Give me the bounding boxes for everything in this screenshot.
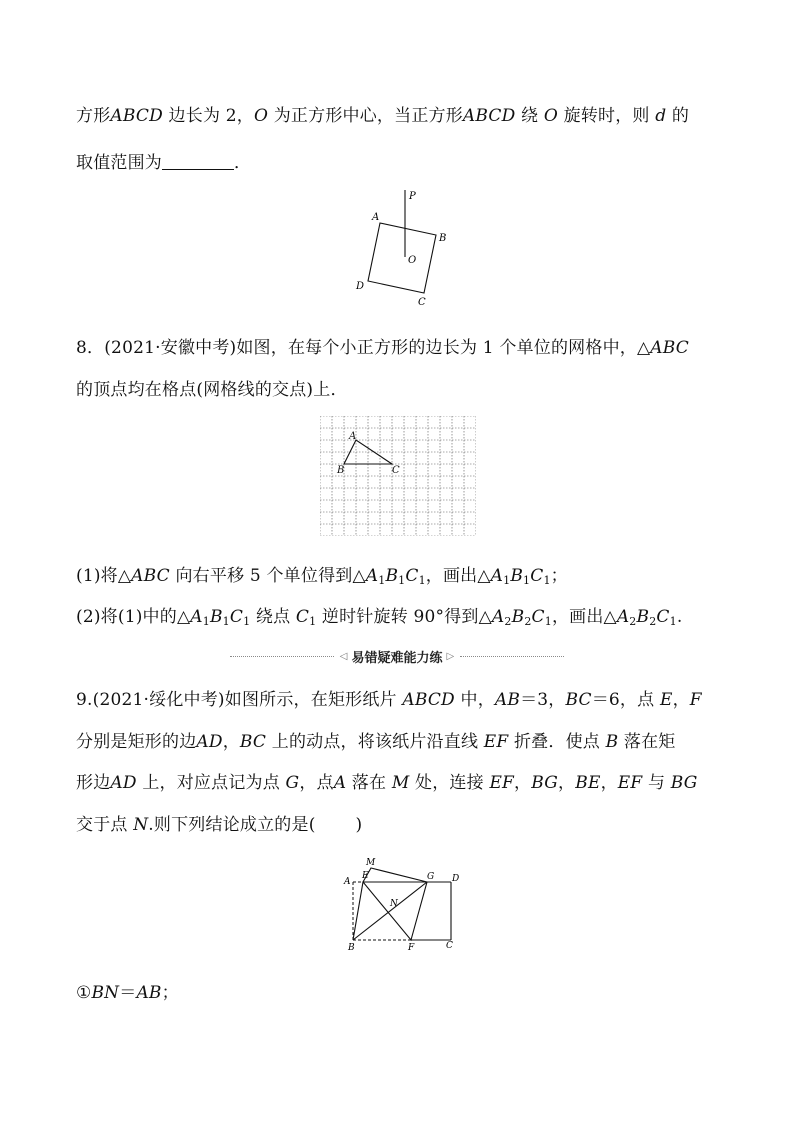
math-var: O: [543, 106, 559, 126]
text-segment: ．: [234, 153, 252, 173]
math-var: B: [510, 566, 524, 586]
math-var: E: [659, 690, 673, 710]
text-segment: ①: [76, 983, 92, 1003]
label-m: M: [366, 858, 376, 868]
label-e: E: [362, 871, 369, 881]
math-var: EF: [483, 732, 509, 752]
text-segment: ，画出△: [551, 607, 617, 627]
math-var: ABC: [650, 338, 689, 358]
section-divider: [230, 644, 564, 668]
text-segment: ；: [161, 983, 179, 1003]
math-var: C: [295, 607, 310, 627]
answer-blank[interactable]: [162, 153, 234, 170]
problem8-line1: [76, 336, 689, 360]
math-var: C: [405, 566, 419, 586]
text-segment: ，画出△: [425, 566, 491, 586]
math-var: EF: [617, 773, 643, 793]
math-var: A: [333, 773, 347, 793]
text-segment: 9.(2021·绥化中考)如图所示，在矩形纸片: [76, 690, 403, 710]
math-var: BC: [565, 690, 592, 710]
text-segment: 形边: [76, 773, 111, 793]
subscript: 2: [524, 615, 532, 628]
subscript: 1: [543, 574, 551, 587]
text-segment: .则下列结论成立的是(: [148, 815, 316, 835]
label-g: G: [427, 872, 435, 882]
subscript: 1: [418, 574, 426, 587]
text-segment: 绕: [515, 106, 544, 126]
problem8-sub1: [76, 564, 568, 593]
label-d: D: [452, 874, 460, 884]
label-a: A: [344, 877, 351, 887]
math-var: BC: [239, 732, 267, 752]
text-segment: 8．(2021·安徽中考)如图，在每个小正方形的边长为 1 个单位的网格中，△: [76, 338, 651, 358]
subscript: 1: [222, 615, 230, 628]
divider-line-right: [460, 656, 564, 657]
math-var: C: [229, 607, 244, 627]
math-var: ABCD: [110, 106, 163, 126]
problem9-line4: [76, 813, 362, 837]
subscript: 1: [669, 615, 677, 628]
math-var: B: [605, 732, 619, 752]
text-segment: ，: [600, 773, 618, 793]
math-var: BG: [670, 773, 698, 793]
text-segment: 与: [642, 773, 671, 793]
section-title-text: 易错疑难能力练: [351, 650, 443, 666]
label-f: F: [408, 943, 415, 953]
divider-line-left: [230, 656, 334, 657]
math-var: EF: [489, 773, 515, 793]
square-abcd: [368, 223, 436, 293]
text-segment: ＝6，点: [591, 690, 660, 710]
math-var: A: [490, 566, 504, 586]
math-var: B: [385, 566, 399, 586]
text-segment: 折叠．使点: [508, 732, 606, 752]
text-segment: ＝3，: [520, 690, 566, 710]
label-a: A: [349, 431, 357, 442]
math-var: C: [531, 607, 545, 627]
math-var: ABC: [131, 566, 170, 586]
math-var: d: [655, 106, 667, 126]
problem7-line1: [76, 104, 689, 128]
problem8-line2: [76, 378, 348, 402]
text-segment: (1)将△: [76, 566, 132, 586]
grid-figure: [320, 416, 476, 536]
subscript: 1: [243, 615, 251, 628]
math-var: G: [285, 773, 300, 793]
text-segment: 边长为 2，: [162, 106, 254, 126]
text-segment: ，: [558, 773, 576, 793]
problem7-line2: [76, 151, 251, 175]
math-var: M: [391, 773, 410, 793]
text-segment: 上的动点，将该纸片沿直线: [266, 732, 484, 752]
label-c: C: [446, 941, 453, 951]
text-segment: 取值范围为: [76, 153, 162, 173]
section-title: [334, 647, 460, 666]
text-segment: 分别是矩形的边: [76, 732, 197, 752]
math-var: A: [616, 607, 630, 627]
subscript: 2: [629, 615, 637, 628]
label-b: B: [439, 233, 447, 244]
text-segment: 绕点: [250, 607, 296, 627]
problem9-item1: [76, 981, 179, 1005]
math-var: C: [530, 566, 544, 586]
label-c: C: [392, 465, 400, 476]
subscript: 1: [309, 615, 317, 628]
text-segment: ，: [222, 732, 240, 752]
text-segment: ): [355, 815, 363, 835]
math-var: AD: [196, 732, 223, 752]
rotated-square-figure: [350, 185, 460, 310]
text-segment: (2)将(1)中的△: [76, 607, 191, 627]
math-var: O: [253, 106, 269, 126]
subscript: 2: [504, 615, 512, 628]
text-segment: 逆时针旋转 90°得到△: [316, 607, 492, 627]
subscript: 1: [378, 574, 386, 587]
text-segment: 落在: [346, 773, 392, 793]
subscript: 1: [202, 615, 210, 628]
math-var: B: [636, 607, 650, 627]
math-var: ABCD: [402, 690, 455, 710]
text-segment: ，: [672, 690, 690, 710]
text-segment: 落在矩: [618, 732, 676, 752]
left-triangle-icon: ◁: [339, 650, 348, 662]
subscript: 1: [503, 574, 511, 587]
problem8-sub2: [76, 605, 682, 634]
math-var: AD: [110, 773, 137, 793]
label-p: P: [409, 191, 416, 202]
subscript: 1: [544, 615, 552, 628]
label-d: D: [356, 281, 365, 292]
math-var: AB: [494, 690, 521, 710]
problem9-line3: [76, 771, 698, 795]
subscript: 1: [398, 574, 406, 587]
right-triangle-icon: ▷: [446, 650, 455, 662]
label-c: C: [418, 297, 426, 308]
text-segment: 中，: [454, 690, 495, 710]
subscript: 1: [523, 574, 531, 587]
math-var: BN: [91, 983, 120, 1003]
folded-rectangle-figure: [335, 852, 465, 956]
text-segment: 的: [666, 106, 690, 126]
math-var: A: [365, 566, 379, 586]
problem9-line2: [76, 730, 676, 754]
segment-bg: [353, 882, 427, 940]
label-n: N: [390, 899, 398, 909]
text-segment: ，点: [299, 773, 334, 793]
math-var: AB: [136, 983, 162, 1003]
label-b: B: [337, 465, 345, 476]
math-var: A: [491, 607, 505, 627]
math-var: BG: [531, 773, 559, 793]
problem9-line1: [76, 688, 702, 712]
text-segment: 方形: [76, 106, 111, 126]
text-segment: 旋转时，则: [558, 106, 656, 126]
text-segment: 的顶点均在格点(网格线的交点)上．: [76, 380, 348, 400]
text-segment: ＝: [119, 983, 137, 1003]
math-var: C: [656, 607, 670, 627]
text-segment: .: [676, 607, 683, 627]
subscript: 2: [649, 615, 657, 628]
math-var: N: [133, 815, 149, 835]
math-var: B: [209, 607, 223, 627]
label-o: O: [408, 255, 417, 266]
segment-be: [353, 882, 363, 940]
text-segment: 交于点: [76, 815, 134, 835]
text-segment: 为正方形中心，当正方形: [268, 106, 463, 126]
label-a: A: [372, 212, 380, 223]
text-segment: 上，对应点记为点: [136, 773, 286, 793]
text-segment: 向右平移 5 个单位得到△: [169, 566, 366, 586]
text-segment: ；: [550, 566, 568, 586]
text-segment: ，: [514, 773, 532, 793]
math-var: B: [511, 607, 525, 627]
math-var: ABCD: [462, 106, 516, 126]
grid-lines: [320, 416, 476, 536]
math-var: A: [190, 607, 203, 627]
math-var: BE: [575, 773, 601, 793]
math-var: F: [689, 690, 702, 710]
label-b: B: [348, 943, 355, 953]
text-segment: 处，连接: [409, 773, 490, 793]
